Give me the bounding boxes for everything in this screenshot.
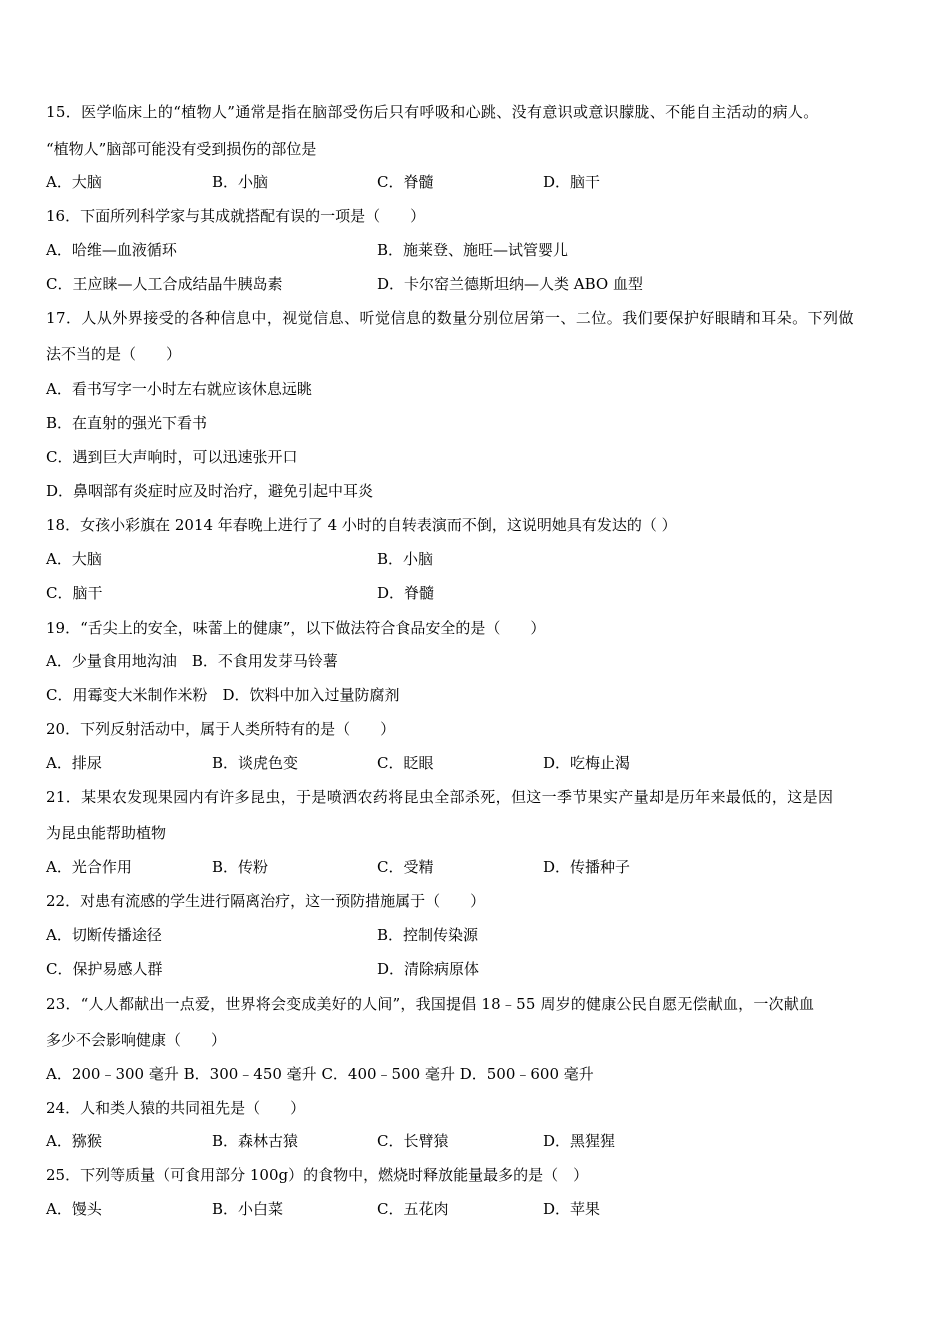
q20-option-d: D．吃梅止渴: [543, 754, 631, 772]
q23-options: [0, 1062, 950, 1086]
q23-options-all: A．200﹣300 毫升 B．300﹣450 毫升 C．400﹣500 毫升 D．500﹣600 毫升: [46, 1065, 594, 1083]
q22-stem-line: [0, 889, 950, 913]
q22-option-c: C．保护易感人群: [46, 960, 163, 978]
q20-option-a: A．排尿: [46, 754, 102, 772]
q18-stem-line: [0, 513, 950, 537]
q21-option-d: D．传播种子: [543, 858, 631, 876]
q15-options: [0, 170, 950, 194]
q17-stem-line-2: [0, 342, 950, 366]
q15-option-c: C．脊髓: [377, 173, 434, 191]
q22-stem: 22．对患有流感的学生进行隔离治疗，这一预防措施属于（ ）: [46, 892, 486, 910]
q21-option-a: A．光合作用: [46, 858, 132, 876]
q18-option-c: C．脑干: [46, 584, 103, 602]
q21-options: [0, 855, 950, 879]
q17-stem-cont: 法不当的是（ ）: [46, 345, 182, 363]
q23-stem-line-2: [0, 1028, 950, 1052]
q17-option-a-line: [0, 377, 950, 401]
q23-stem: 23．“人人都献出一点爱，世界将会变成美好的人间”，我国提倡 18﹣55 周岁的健康公民自愿无偿献血，一次献血: [46, 995, 815, 1013]
q19-options-ab: A．少量食用地沟油 B．不食用发芽马铃薯: [46, 652, 338, 670]
q19-stem-line: [0, 616, 950, 640]
q18-option-d: D．脊髓: [377, 584, 435, 602]
q15-option-b: B．小脑: [212, 173, 269, 191]
q19-stem: 19．“舌尖上的安全，味蕾上的健康”，以下做法符合食品安全的是（ ）: [46, 619, 546, 637]
q17-stem: 17．人从外界接受的各种信息中，视觉信息、听觉信息的数量分别位居第一、二位。我们要保护好眼睛和耳朵。下列做: [46, 309, 854, 327]
q18-option-a: A．大脑: [46, 550, 102, 568]
q24-option-a: A．猕猴: [46, 1132, 102, 1150]
q24-stem-line: [0, 1096, 950, 1120]
q15-stem-cont: “植物人”脑部可能没有受到损伤的部位是: [46, 140, 317, 158]
q24-option-c: C．长臂猿: [377, 1132, 449, 1150]
q15-stem: 15．医学临床上的“植物人”通常是指在脑部受伤后只有呼吸和心跳、没有意识或意识朦胧、不能自主活动的病人。: [46, 103, 819, 121]
q17-stem-line-1: [0, 306, 950, 330]
q16-stem-line: [0, 204, 950, 228]
q18-stem: 18．女孩小彩旗在 2014 年春晚上进行了 4 小时的自转表演而不倒，这说明她具有发达的（ ）: [46, 516, 677, 534]
q16-option-d: D．卡尔窑兰德斯坦纳—人类 ABO 血型: [377, 275, 643, 293]
q25-option-c: C．五花肉: [377, 1200, 449, 1218]
q25-stem: 25．下列等质量（可食用部分 100g）的食物中，燃烧时释放能量最多的是（ ）: [46, 1166, 589, 1184]
q16-options-row-2: [0, 272, 950, 296]
q21-stem: 21．某果农发现果园内有许多昆虫，于是喷洒农药将昆虫全部杀死，但这一季节果实产量却是历年来最低的，这是因: [46, 788, 834, 806]
q24-option-d: D．黑猩猩: [543, 1132, 616, 1150]
q21-stem-line-2: [0, 821, 950, 845]
q15-stem-line-2: [0, 137, 950, 161]
q17-option-d-line: [0, 479, 950, 503]
q17-option-b-line: [0, 411, 950, 435]
q20-stem: 20．下列反射活动中，属于人类所特有的是（ ）: [46, 720, 396, 738]
q20-options: [0, 751, 950, 775]
q16-options-row-1: [0, 238, 950, 262]
q25-stem-line: [0, 1163, 950, 1187]
q25-option-d: D．苹果: [543, 1200, 601, 1218]
q15-stem-line-1: [0, 100, 950, 124]
q24-options: [0, 1129, 950, 1153]
q22-options-row-2: [0, 957, 950, 981]
q23-stem-cont: 多少不会影响健康（ ）: [46, 1031, 227, 1049]
q22-option-d: D．清除病原体: [377, 960, 480, 978]
q24-stem: 24．人和类人猿的共同祖先是（ ）: [46, 1099, 306, 1117]
q16-option-a: A．哈维—血液循环: [46, 241, 177, 259]
q16-stem: 16．下面所列科学家与其成就搭配有误的一项是（ ）: [46, 207, 426, 225]
q21-stem-line-1: [0, 785, 950, 809]
q21-option-c: C．受精: [377, 858, 434, 876]
q18-option-b: B．小脑: [377, 550, 434, 568]
q20-option-c: C．眨眼: [377, 754, 434, 772]
q25-options: [0, 1197, 950, 1221]
q21-option-b: B．传粉: [212, 858, 269, 876]
q15-option-d: D．脑干: [543, 173, 601, 191]
q17-option-c: C．遇到巨大声响时，可以迅速张开口: [46, 448, 298, 466]
q19-options-row-2: [0, 683, 950, 707]
q23-stem-line-1: [0, 992, 950, 1016]
q17-option-c-line: [0, 445, 950, 469]
q19-options-row-1: [0, 649, 950, 673]
q20-stem-line: [0, 717, 950, 741]
q19-options-cd: C．用霉变大米制作米粉 D．饮料中加入过量防腐剂: [46, 686, 400, 704]
q16-option-b: B．施莱登、施旺—试管婴儿: [377, 241, 569, 259]
q25-option-a: A．馒头: [46, 1200, 102, 1218]
q25-option-b: B．小白菜: [212, 1200, 284, 1218]
q22-option-a: A．切断传播途径: [46, 926, 162, 944]
q21-stem-cont: 为昆虫能帮助植物: [46, 824, 167, 842]
q24-option-b: B．森林古猿: [212, 1132, 299, 1150]
q15-option-a: A．大脑: [46, 173, 102, 191]
q17-option-b: B．在直射的强光下看书: [46, 414, 208, 432]
q17-option-d: D．鼻咽部有炎症时应及时治疗，避免引起中耳炎: [46, 482, 374, 500]
q22-option-b: B．控制传染源: [377, 926, 479, 944]
q17-option-a: A．看书写字一小时左右就应该休息远眺: [46, 380, 312, 398]
q18-options-row-1: [0, 547, 950, 571]
q16-option-c: C．王应睐—人工合成结晶牛胰岛素: [46, 275, 283, 293]
q22-options-row-1: [0, 923, 950, 947]
q20-option-b: B．谈虎色变: [212, 754, 299, 772]
q18-options-row-2: [0, 581, 950, 605]
